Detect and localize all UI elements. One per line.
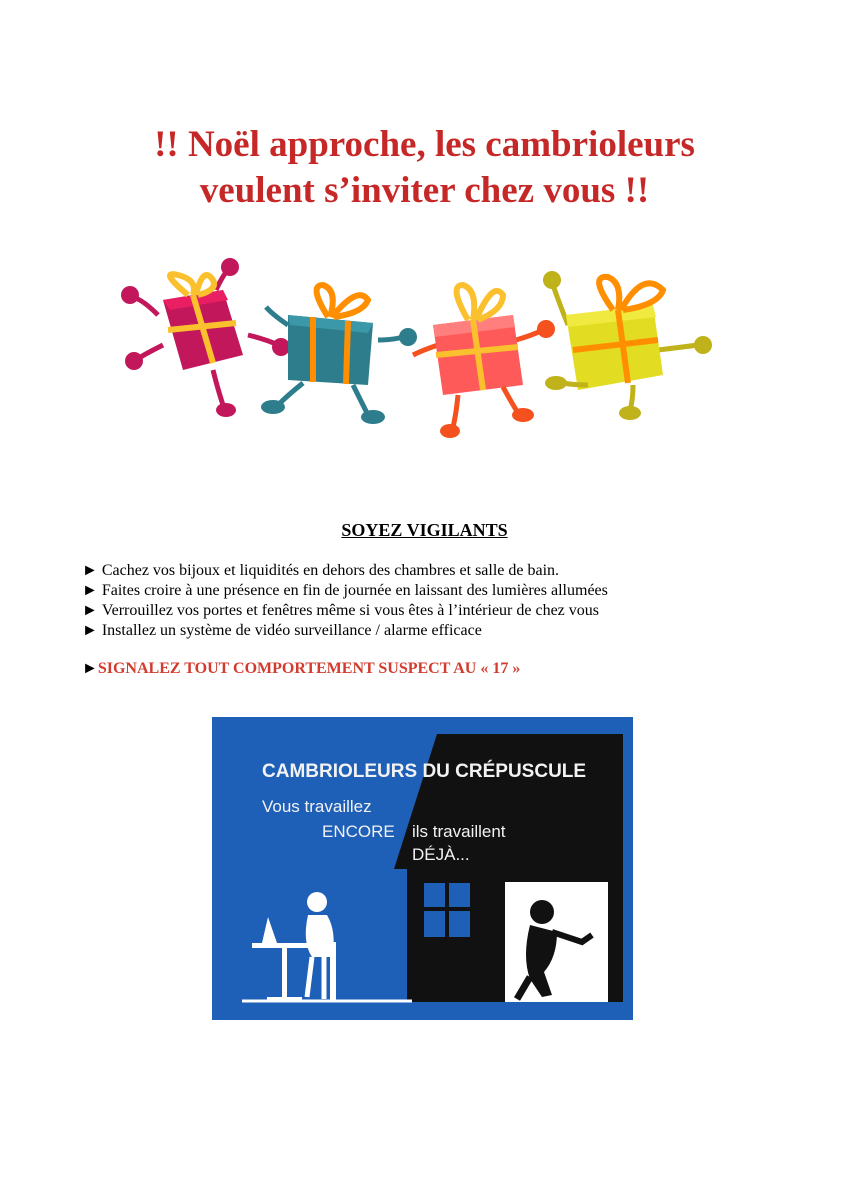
list-item: ► Cachez vos bijoux et liquidités en dehors des chambres et salle de bain. (82, 562, 560, 579)
poster-right-line1: ils travaillent (412, 822, 506, 841)
list-item: ► Verrouillez vos portes et fenêtres même si vous êtes à l’intérieur de chez vous (82, 602, 599, 619)
arrow-icon: ► (82, 660, 98, 677)
page-title (0, 122, 849, 214)
tips-list (82, 561, 608, 641)
list-item: ► Installez un système de vidéo surveillance / alarme efficace (82, 622, 482, 639)
poster-title: CAMBRIOLEURS DU CRÉPUSCULE (262, 761, 587, 782)
arrow-icon: ► (82, 602, 98, 619)
arrow-icon: ► (82, 622, 98, 639)
poster-right-line2: DÉJÀ... (412, 845, 470, 864)
window-icon (424, 883, 470, 937)
arrow-icon: ► (82, 582, 98, 599)
door (505, 882, 608, 1002)
gift-icon (121, 258, 290, 417)
title-line-2: veulent s’inviter chez vous !! (199, 170, 650, 211)
poster-image (212, 717, 633, 1020)
arrow-icon: ► (82, 562, 98, 579)
section-heading: SOYEZ VIGILANTS (341, 520, 508, 540)
title-line-1: !! Noël approche, les cambrioleurs (154, 124, 695, 165)
poster-left-line2: ENCORE (322, 822, 395, 841)
gift-icon (543, 271, 712, 420)
gift-icon (413, 285, 555, 438)
dancing-gifts-illustration (118, 255, 730, 455)
list-item: ► Faites croire à une présence en fin de journée en laissant des lumières allumées (82, 582, 608, 599)
poster-left-line1: Vous travaillez (262, 797, 372, 816)
alert-line (82, 660, 520, 678)
alert-text: SIGNALEZ TOUT COMPORTEMENT SUSPECT AU « 17 » (97, 660, 521, 677)
